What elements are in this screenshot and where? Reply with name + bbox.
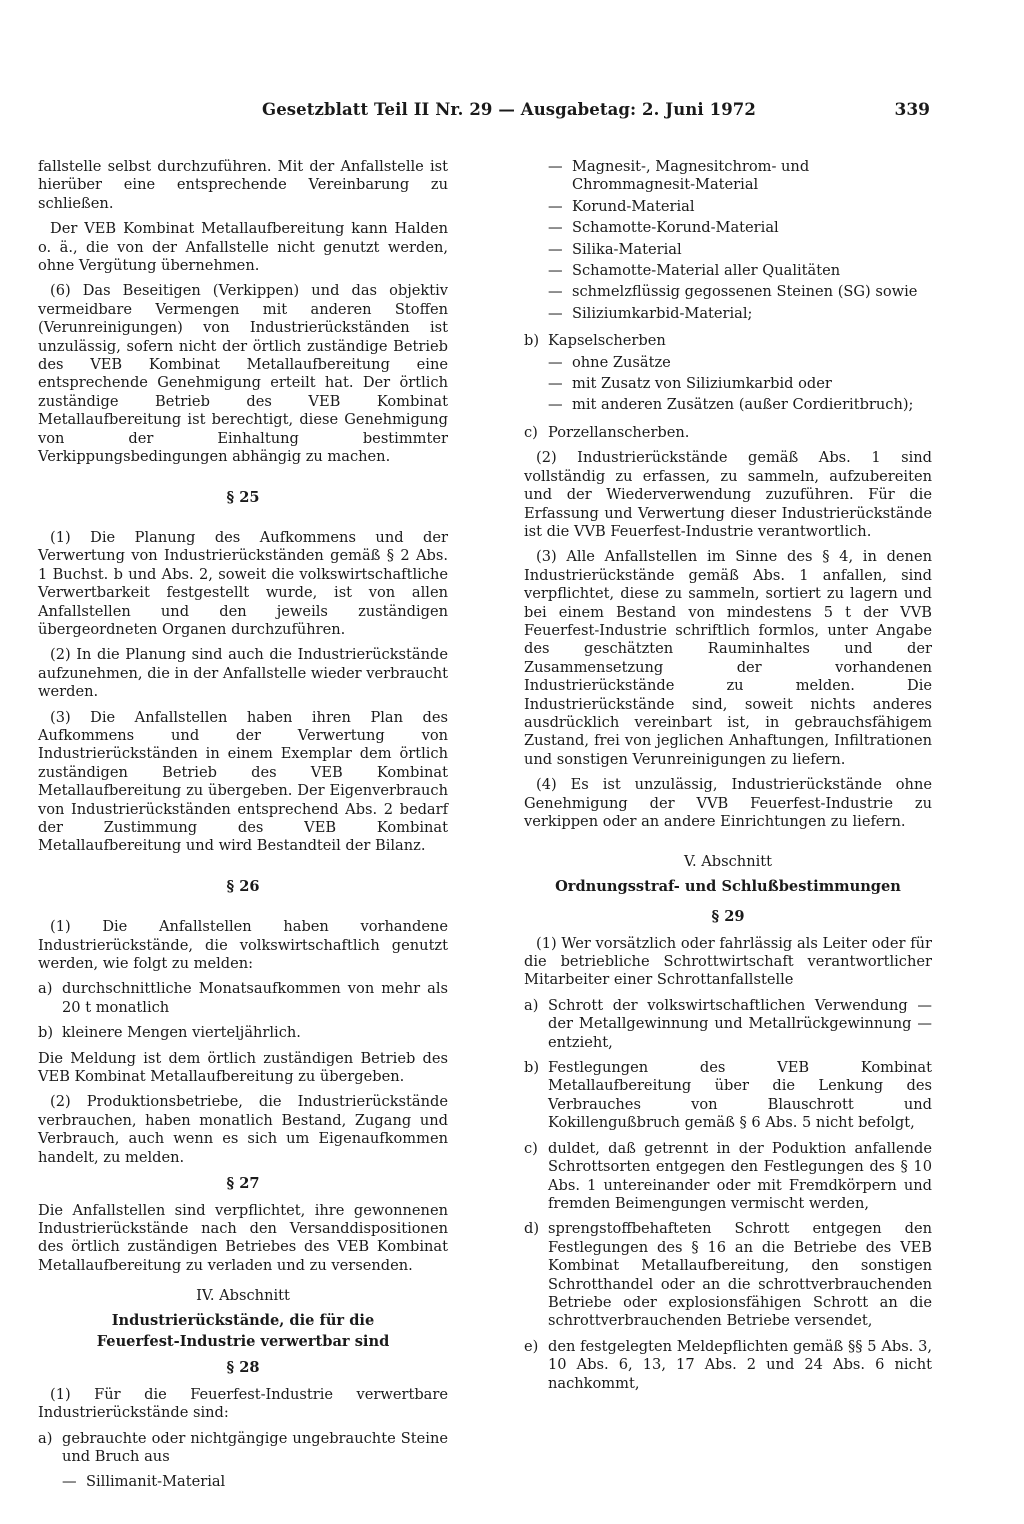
paragraph: (3) Die Anfallstellen haben ihren Plan des Aufkommens und der Verwertung von Industrierückständen in einem Exemplar dem örtlich zuständigen Betrieb des VEB Kombinat Metallaufbereitung zu übergeben. Der Eigenverbrauch von Industrierückständen entsprechend Abs. 2 bedarf der Zustimmung des VEB Kombinat Metallaufbereitung und wird Bestandteil der Bilanz. — [38, 708, 448, 855]
dash-text: Magnesit-, Magnesitchrom- und Chrommagnesit-Material — [572, 158, 810, 194]
list-label: b) — [524, 1059, 540, 1077]
paragraph: (3) Alle Anfallstellen im Sinne des § 4, in denen Industrierückstände gemäß Abs. 1 anfallen, sind verpflichtet, diese zu sammeln, sortiert zu lagern und bei einem Bestand von mindestens 5 t der VVB Feuerfest-Industrie schriftlich formlos, unter Angabe des geschätzten Rauminhaltes und der Zusammensetzung der vorhandenen Industrierückstände zu melden. Die Industrierückstände sind, soweit nichts anderes ausdrücklich vereinbart ist, in gebrauchsfähigem Zustand, frei von jeglichen Anhaftungen, Infiltrationen und sonstigen Verunreinigungen zu liefern. — [524, 548, 932, 768]
chapter-title: Industrierückstände, die für die — [111, 1311, 375, 1329]
paragraph: (2) In die Planung sind auch die Industrierückstände aufzunehmen, die in der Anfallstelle wieder verbraucht werden. — [38, 646, 448, 701]
page-number: 339 — [894, 100, 930, 120]
section-heading-29: § 29 — [711, 908, 745, 926]
dash-item: — Sillimanit-Material — [62, 1473, 448, 1491]
dash-text: mit Zusatz von Siliziumkarbid oder — [572, 375, 832, 393]
chapter-label-iv: IV. Abschnitt — [196, 1287, 290, 1305]
list-item — [524, 332, 932, 350]
list-label: c) — [524, 1139, 538, 1157]
paragraph: (2) Produktionsbetriebe, die Industrierückstände verbrauchen, haben monatlich Bestand, Zugang und Verbrauch, auch wenn es sich um Eigenaufkommen handelt, zu melden. — [38, 1093, 448, 1166]
list-text: durchschnittliche Monatsaufkommen von mehr als 20 t monatlich — [62, 980, 448, 1016]
dash-text: Schamotte-Korund-Material — [572, 219, 779, 237]
paragraph: Die Anfallstellen sind verpflichtet, ihre gewonnenen Industrierückstände nach den Versanddispositionen des örtlich zuständigen Betriebes des VEB Kombinat Metallaufbereitung zu verladen und zu versenden. — [38, 1201, 448, 1274]
list-item — [38, 1430, 448, 1467]
paragraph: (1) Die Anfallstellen haben vorhandene Industrierückstände, die volkswirtschaftlich genutzt werden, wie folgt zu melden: — [38, 918, 448, 973]
dash-item: — schmelzflüssig gegossenen Steinen (SG) sowie — [548, 283, 932, 301]
chapter-label-v: V. Abschnitt — [683, 853, 772, 871]
list-label: c) — [524, 423, 538, 441]
dash-item: — Magnesit-, Magnesitchrom- und Chrommagnesit-Material — [548, 158, 932, 195]
dash-item: — Silika-Material — [548, 241, 932, 259]
section-heading-28: § 28 — [226, 1359, 260, 1377]
dash-text: Siliziumkarbid-Material; — [572, 304, 753, 322]
list-item — [524, 1338, 932, 1393]
list-label: a) — [524, 996, 539, 1014]
section-heading-27: § 27 — [226, 1175, 260, 1193]
list-label: b) — [38, 1024, 54, 1042]
paragraph: Der VEB Kombinat Metallaufbereitung kann Halden o. ä., die von der Anfallstelle nicht genutzt werden, ohne Vergütung übernehmen. — [38, 220, 448, 275]
list-text: Festlegungen des VEB Kombinat Metallaufbereitung über die Lenkung des Verbrauches von Blauschrott und Kokillengußbruch gemäß § 6 Abs. 5 nicht befolgt, — [548, 1059, 932, 1132]
section-heading-26: § 26 — [226, 877, 260, 895]
list-item — [524, 424, 932, 442]
list-label: a) — [38, 1429, 53, 1447]
dash-item: — ohne Zusätze — [548, 354, 932, 372]
paragraph: (1) Wer vorsätzlich oder fahrlässig als Leiter oder für die betriebliche Schrottwirtschaft verantwortlicher Mitarbeiter einer Schrottanfallstelle — [524, 934, 932, 989]
dash-item: — Schamotte-Korund-Material — [548, 219, 932, 237]
list-text: kleinere Mengen vierteljährlich. — [62, 1024, 301, 1042]
gazette-title: Gesetzblatt Teil II Nr. 29 — Ausgabetag: 2. Juni 1972 — [262, 100, 756, 119]
list-item — [524, 1059, 932, 1133]
list-label: a) — [38, 980, 53, 998]
dash-item: — mit anderen Zusätzen (außer Cordieritbruch); — [548, 396, 932, 414]
list-label: b) — [524, 332, 540, 350]
list-item — [38, 1024, 448, 1042]
list-text: duldet, daß getrennt in der Poduktion anfallende Schrottsorten entgegen den Festlegungen des § 10 Abs. 1 untereinander oder mit Fremdkörpern und fremden Beimengungen vermischt werden, — [548, 1139, 932, 1212]
section-heading-25: § 25 — [226, 488, 260, 506]
paragraph: (6) Das Beseitigen (Verkippen) und das objektiv vermeidbare Vermengen mit anderen Stoffen (Verunreinigungen) von Industrierückständen ist unzulässig, sofern nicht der örtlich zuständige Betrieb des VEB Kombinat Metallaufbereitung eine entsprechende Genehmigung erteilt hat. Der örtlich zuständige Betrieb des VEB Kombinat Metallaufbereitung ist berechtigt, diese Genehmigung von der Einhaltung bestimmter Verkippungsbedingungen abhängig zu machen. — [38, 282, 448, 466]
dash-text: Korund-Material — [572, 197, 695, 215]
list-item — [524, 1220, 932, 1330]
dash-text: ohne Zusätze — [572, 353, 671, 371]
list-text: gebrauchte oder nichtgängige ungebrauchte Steine und Bruch aus — [62, 1429, 448, 1465]
chapter-title: Feuerfest-Industrie verwertbar sind — [96, 1332, 390, 1350]
page-header — [262, 100, 930, 130]
paragraph: Die Meldung ist dem örtlich zuständigen Betrieb des VEB Kombinat Metallaufbereitung zu übergeben. — [38, 1049, 448, 1086]
paragraph: (1) Für die Feuerfest-Industrie verwertbare Industrierückstände sind: — [38, 1385, 448, 1422]
list-item — [38, 980, 448, 1017]
right-column — [524, 158, 932, 1400]
dash-text: Schamotte-Material aller Qualitäten — [572, 262, 841, 280]
dash-item: — Korund-Material — [548, 198, 932, 216]
paragraph: (4) Es ist unzulässig, Industrierückstände ohne Genehmigung der VVB Feuerfest-Industrie zu verkippen oder an andere Einrichtungen zu liefern. — [524, 776, 932, 830]
dash-item: — mit Zusatz von Siliziumkarbid oder — [548, 375, 932, 393]
chapter-title: Ordnungsstraf- und Schlußbestimmungen — [555, 877, 901, 895]
list-text: sprengstoffbehafteten Schrott entgegen den Festlegungen des § 16 an die Betriebe des VEB Kombinat Metallaufbereitung, den sonstigen Schrotthandel oder an die schrottverbrauchenden Betriebe oder explosionsfähigen Schrott an die schrottverbrauchenden Betriebe versendet, — [548, 1220, 932, 1330]
paragraph: (1) Die Planung des Aufkommens und der Verwertung von Industrierückständen gemäß § 2 Abs. 1 Buchst. b und Abs. 2, soweit die volkswirtschaftliche Verwertbarkeit festgestellt wurde, ist von allen Anfallstellen und den jeweils zuständigen übergeordneten Organen durchzuführen. — [38, 528, 448, 638]
dash-item: — Schamotte-Material aller Qualitäten — [548, 262, 932, 280]
list-item — [524, 1140, 932, 1214]
list-item — [524, 997, 932, 1052]
list-text: Kapselscherben — [548, 332, 666, 350]
list-text: Porzellanscherben. — [548, 423, 690, 441]
list-label: e) — [524, 1337, 539, 1355]
list-label: d) — [524, 1220, 540, 1238]
dash-text: Sillimanit-Material — [86, 1473, 226, 1491]
paragraph: (2) Industrierückstände gemäß Abs. 1 sind vollständig zu erfassen, zu sammeln, aufzubereiten und der Wiederverwendung zuzuführen. Für die Erfassung und Verwertung dieser Industrierückstände ist die VVB Feuerfest-Industrie verantwortlich. — [524, 449, 932, 540]
dash-text: schmelzflüssig gegossenen Steinen (SG) sowie — [572, 283, 918, 301]
list-text: Schrott der volkswirtschaftlichen Verwendung — der Metallgewinnung und Metallrückgewinnung — entzieht, — [548, 996, 932, 1051]
dash-text: Silika-Material — [572, 240, 682, 258]
paragraph: fallstelle selbst durchzuführen. Mit der Anfallstelle ist hierüber eine entsprechende Vereinbarung zu schließen. — [38, 158, 448, 212]
dash-text: mit anderen Zusätzen (außer Cordieritbruch); — [572, 396, 914, 414]
list-text: den festgelegten Meldepflichten gemäß §§ 5 Abs. 3, 10 Abs. 6, 13, 17 Abs. 2 und 24 Abs. 6 nicht nachkommt, — [548, 1337, 932, 1392]
left-column — [38, 158, 448, 1495]
dash-item: — Siliziumkarbid-Material; — [548, 305, 932, 323]
